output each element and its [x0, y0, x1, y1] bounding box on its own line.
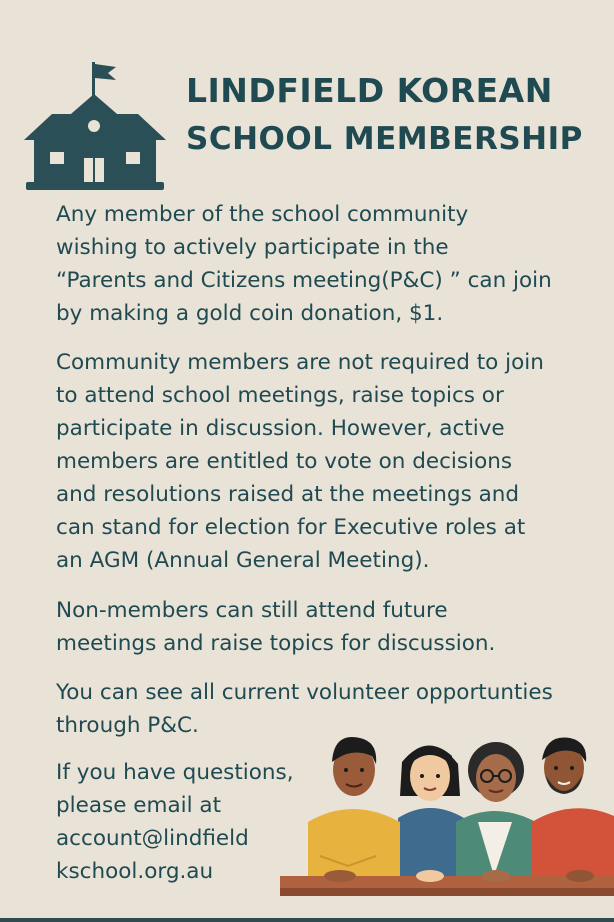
person-man-red: [532, 737, 614, 876]
school-building-icon: [24, 58, 166, 190]
contact-email-line[interactable]: kschool.org.au: [56, 859, 214, 884]
paragraph-line: and resolutions raised at the meetings and: [56, 482, 520, 507]
paragraph-line: can stand for election for Executive roles at: [56, 515, 526, 540]
person-man-yellow: [308, 737, 400, 876]
non-members-paragraph: [56, 594, 495, 660]
paragraph-line: through P&C.: [56, 713, 199, 738]
paragraph-line: participate in discussion. However, active: [56, 416, 505, 441]
title-line-1: LINDFIELD KOREAN: [186, 71, 553, 110]
paragraph-line: You can see all current volunteer opportunties: [56, 680, 553, 705]
paragraph-line: members are entitled to vote on decisions: [56, 449, 513, 474]
paragraph-line: “Parents and Citizens meeting(P&C) ” can join: [56, 268, 552, 293]
person-woman-glasses: [456, 742, 536, 876]
paragraph-line: by making a gold coin donation, $1.: [56, 301, 444, 326]
people-group-illustration: [280, 726, 614, 896]
paragraph-line: If you have questions,: [56, 760, 294, 785]
paragraph-line: an AGM (Annual General Meeting).: [56, 548, 430, 573]
paragraph-line: Community members are not required to join: [56, 350, 544, 375]
bottom-border: [0, 918, 614, 922]
paragraph-line: wishing to actively participate in the: [56, 235, 449, 260]
paragraph-line: to attend school meetings, raise topics or: [56, 383, 504, 408]
contact-email-line[interactable]: account@lindfield: [56, 826, 249, 851]
title-line-2: SCHOOL MEMBERSHIP: [186, 121, 583, 157]
paragraph-line: meetings and raise topics for discussion.: [56, 631, 496, 656]
contact-paragraph: [56, 756, 294, 888]
paragraph-line: please email at: [56, 793, 222, 818]
paragraph-line: Non-members can still attend future: [56, 598, 448, 623]
poster-title: [186, 66, 606, 162]
membership-paragraph: [56, 198, 552, 330]
voting-rights-paragraph: [56, 346, 544, 577]
person-woman-blue: [398, 745, 464, 876]
paragraph-line: Any member of the school community: [56, 202, 469, 227]
